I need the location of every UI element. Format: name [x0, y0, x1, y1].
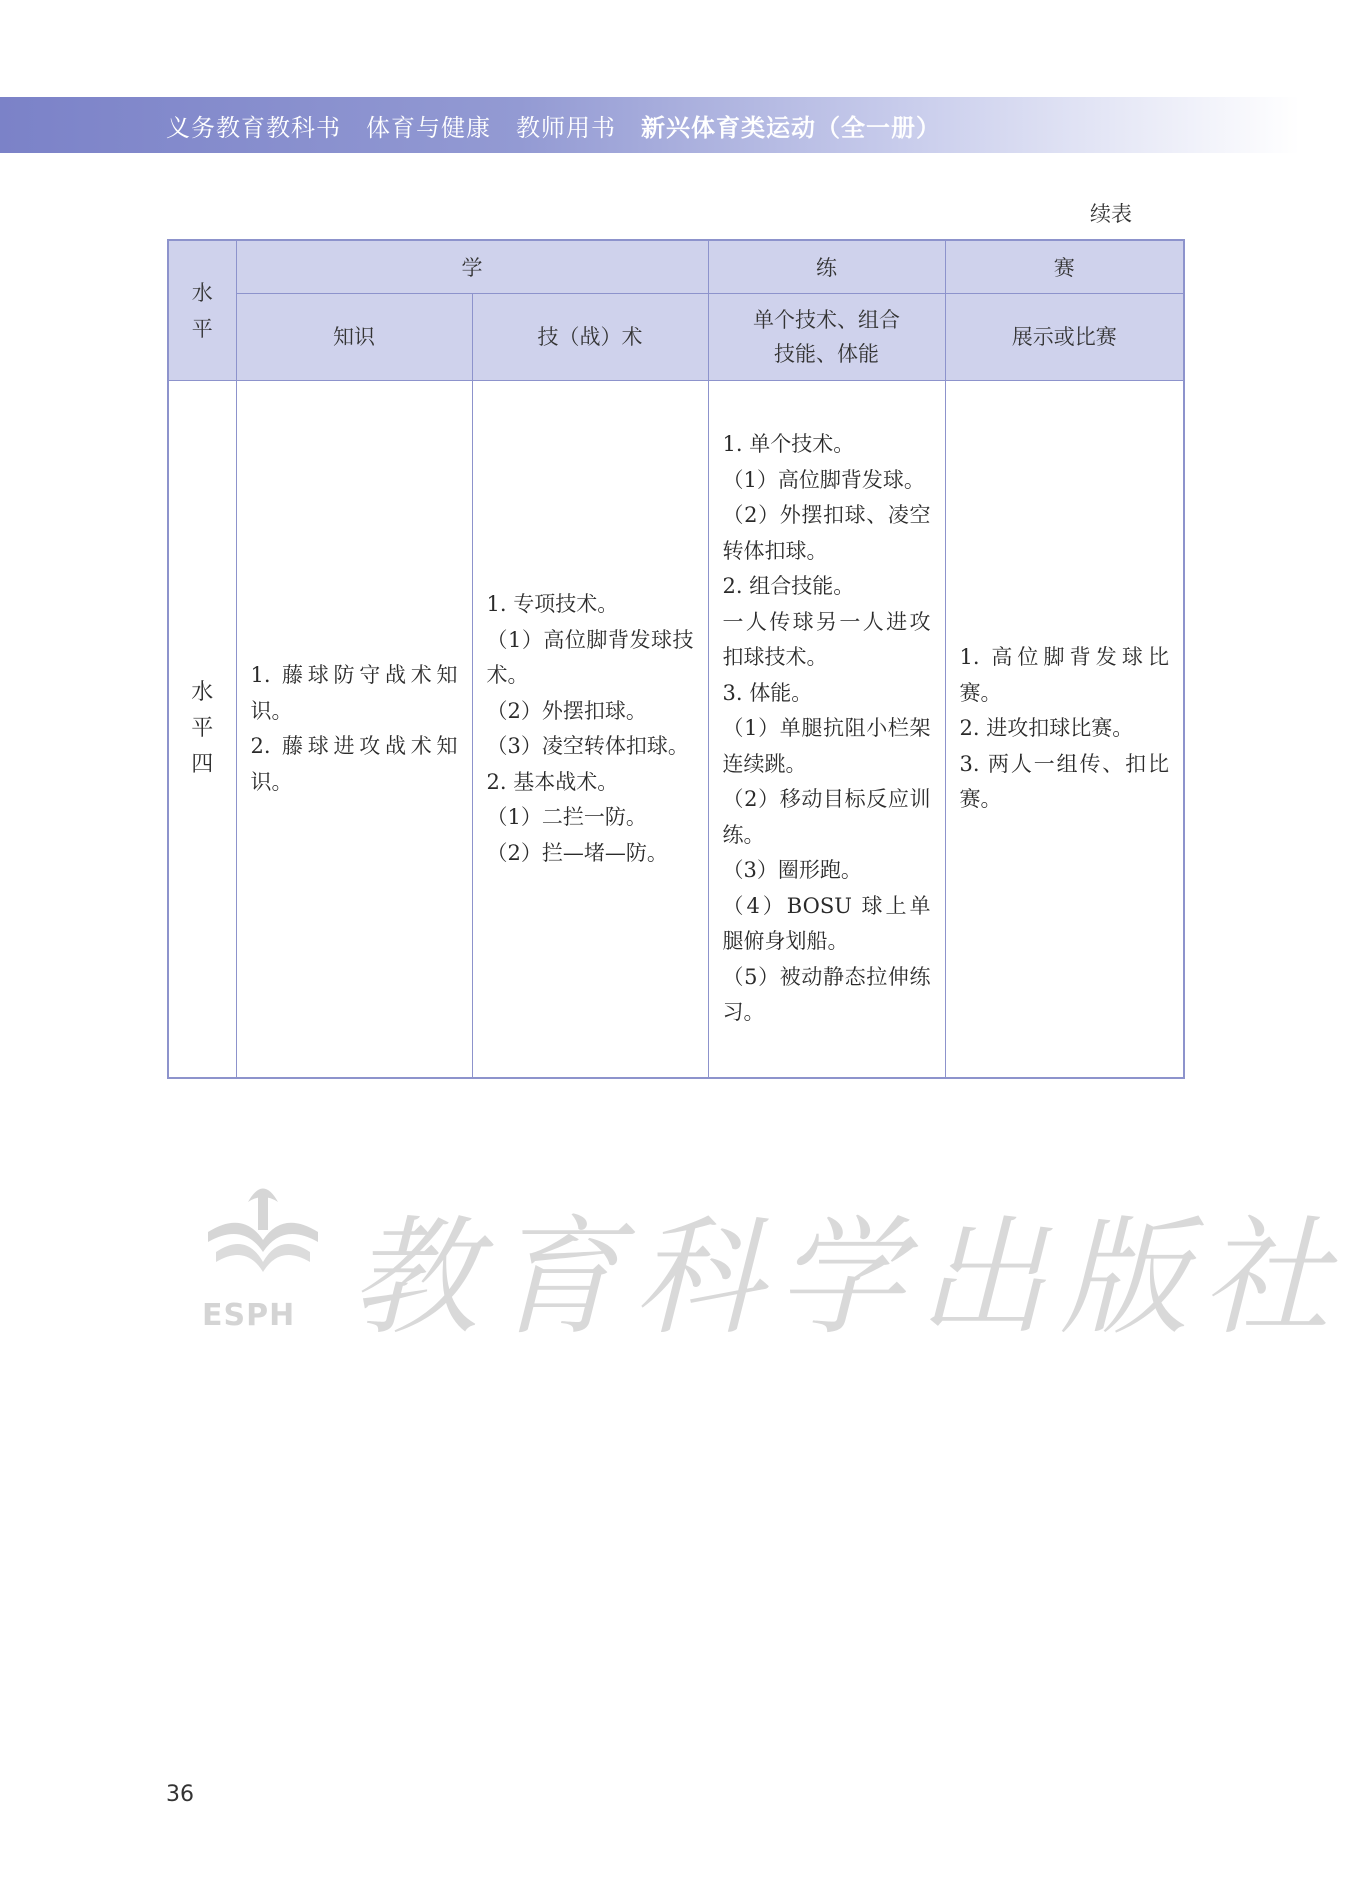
- knowledge-item: 2. 藤球进攻战术知识。: [250, 734, 458, 794]
- publisher-name: 教育科学出版社: [350, 1204, 1345, 1353]
- practice-item: 3. 体能。: [722, 680, 813, 705]
- practice-item: （4）BOSU 球上单腿俯身划船。: [722, 893, 931, 954]
- practice-list: [709, 427, 945, 1031]
- practice-item: 一人传球另一人进攻扣球技术。: [722, 609, 931, 670]
- continued-table-label: 续表: [1090, 202, 1132, 226]
- book-series-title-bold: 新兴体育类运动（全一册）: [641, 113, 941, 142]
- book-series-title-plain: 义务教育教科书 体育与健康 教师用书: [166, 113, 641, 142]
- practice-item: （1）单腿抗阻小栏架连续跳。: [722, 716, 931, 776]
- skill-list: [473, 587, 708, 871]
- practice-item: （3）圈形跑。: [722, 858, 862, 883]
- page-number: 36: [166, 1782, 194, 1807]
- curriculum-table: [167, 239, 1185, 1079]
- level-cell-text: 水平四: [191, 680, 214, 777]
- book-series-title: [166, 108, 941, 143]
- skill-cell: [472, 381, 708, 1079]
- publisher-watermark: [180, 1170, 1345, 1353]
- skill-item: （2）外摆扣球。: [486, 698, 647, 723]
- compete-item: 2. 进攻扣球比赛。: [959, 716, 1134, 741]
- subheader-compete: 展示或比赛: [945, 294, 1184, 381]
- skill-item: （3）凌空转体扣球。: [486, 734, 689, 758]
- knowledge-cell: [236, 381, 472, 1079]
- skill-item: （1）二拦一防。: [486, 805, 647, 829]
- subheader-skill-tactics: 技（战）术: [472, 294, 708, 381]
- header-compete: 赛: [945, 240, 1184, 294]
- publisher-abbr: ESPH: [202, 1298, 296, 1333]
- header-practice: 练: [708, 240, 945, 294]
- compete-cell: [945, 381, 1184, 1079]
- practice-cell: [708, 381, 945, 1079]
- subheader-practice-text: 单个技术、组合技能、体能: [752, 308, 900, 366]
- header-band: [0, 97, 1300, 153]
- compete-item: 1. 高位脚背发球比赛。: [959, 645, 1169, 705]
- subheader-practice: [708, 294, 945, 381]
- practice-item: 2. 组合技能。: [722, 574, 855, 599]
- skill-item: （2）拦—堵—防。: [486, 840, 668, 865]
- level-cell: [168, 381, 236, 1079]
- knowledge-item: 1. 藤球防守战术知识。: [250, 663, 458, 723]
- practice-item: （2）移动目标反应训练。: [722, 787, 931, 847]
- practice-item: （2）外摆扣球、凌空转体扣球。: [722, 503, 931, 563]
- header-level-text: 水平: [191, 280, 213, 341]
- practice-item: （1）高位脚背发球。: [722, 467, 925, 492]
- knowledge-list: [237, 658, 472, 800]
- skill-item: 1. 专项技术。: [486, 592, 619, 616]
- publisher-logo-icon: [188, 1170, 338, 1300]
- header-learn: 学: [236, 240, 708, 294]
- table-row: [168, 381, 1184, 1079]
- practice-item: （5）被动静态拉伸练习。: [722, 964, 931, 1025]
- skill-item: 2. 基本战术。: [486, 769, 619, 794]
- skill-item: （1）高位脚背发球技术。: [486, 627, 694, 687]
- practice-item: 1. 单个技术。: [722, 432, 855, 457]
- subheader-knowledge: 知识: [236, 294, 472, 381]
- header-level: [168, 240, 236, 381]
- compete-list: [946, 640, 1184, 818]
- compete-item: 3. 两人一组传、扣比赛。: [959, 751, 1169, 812]
